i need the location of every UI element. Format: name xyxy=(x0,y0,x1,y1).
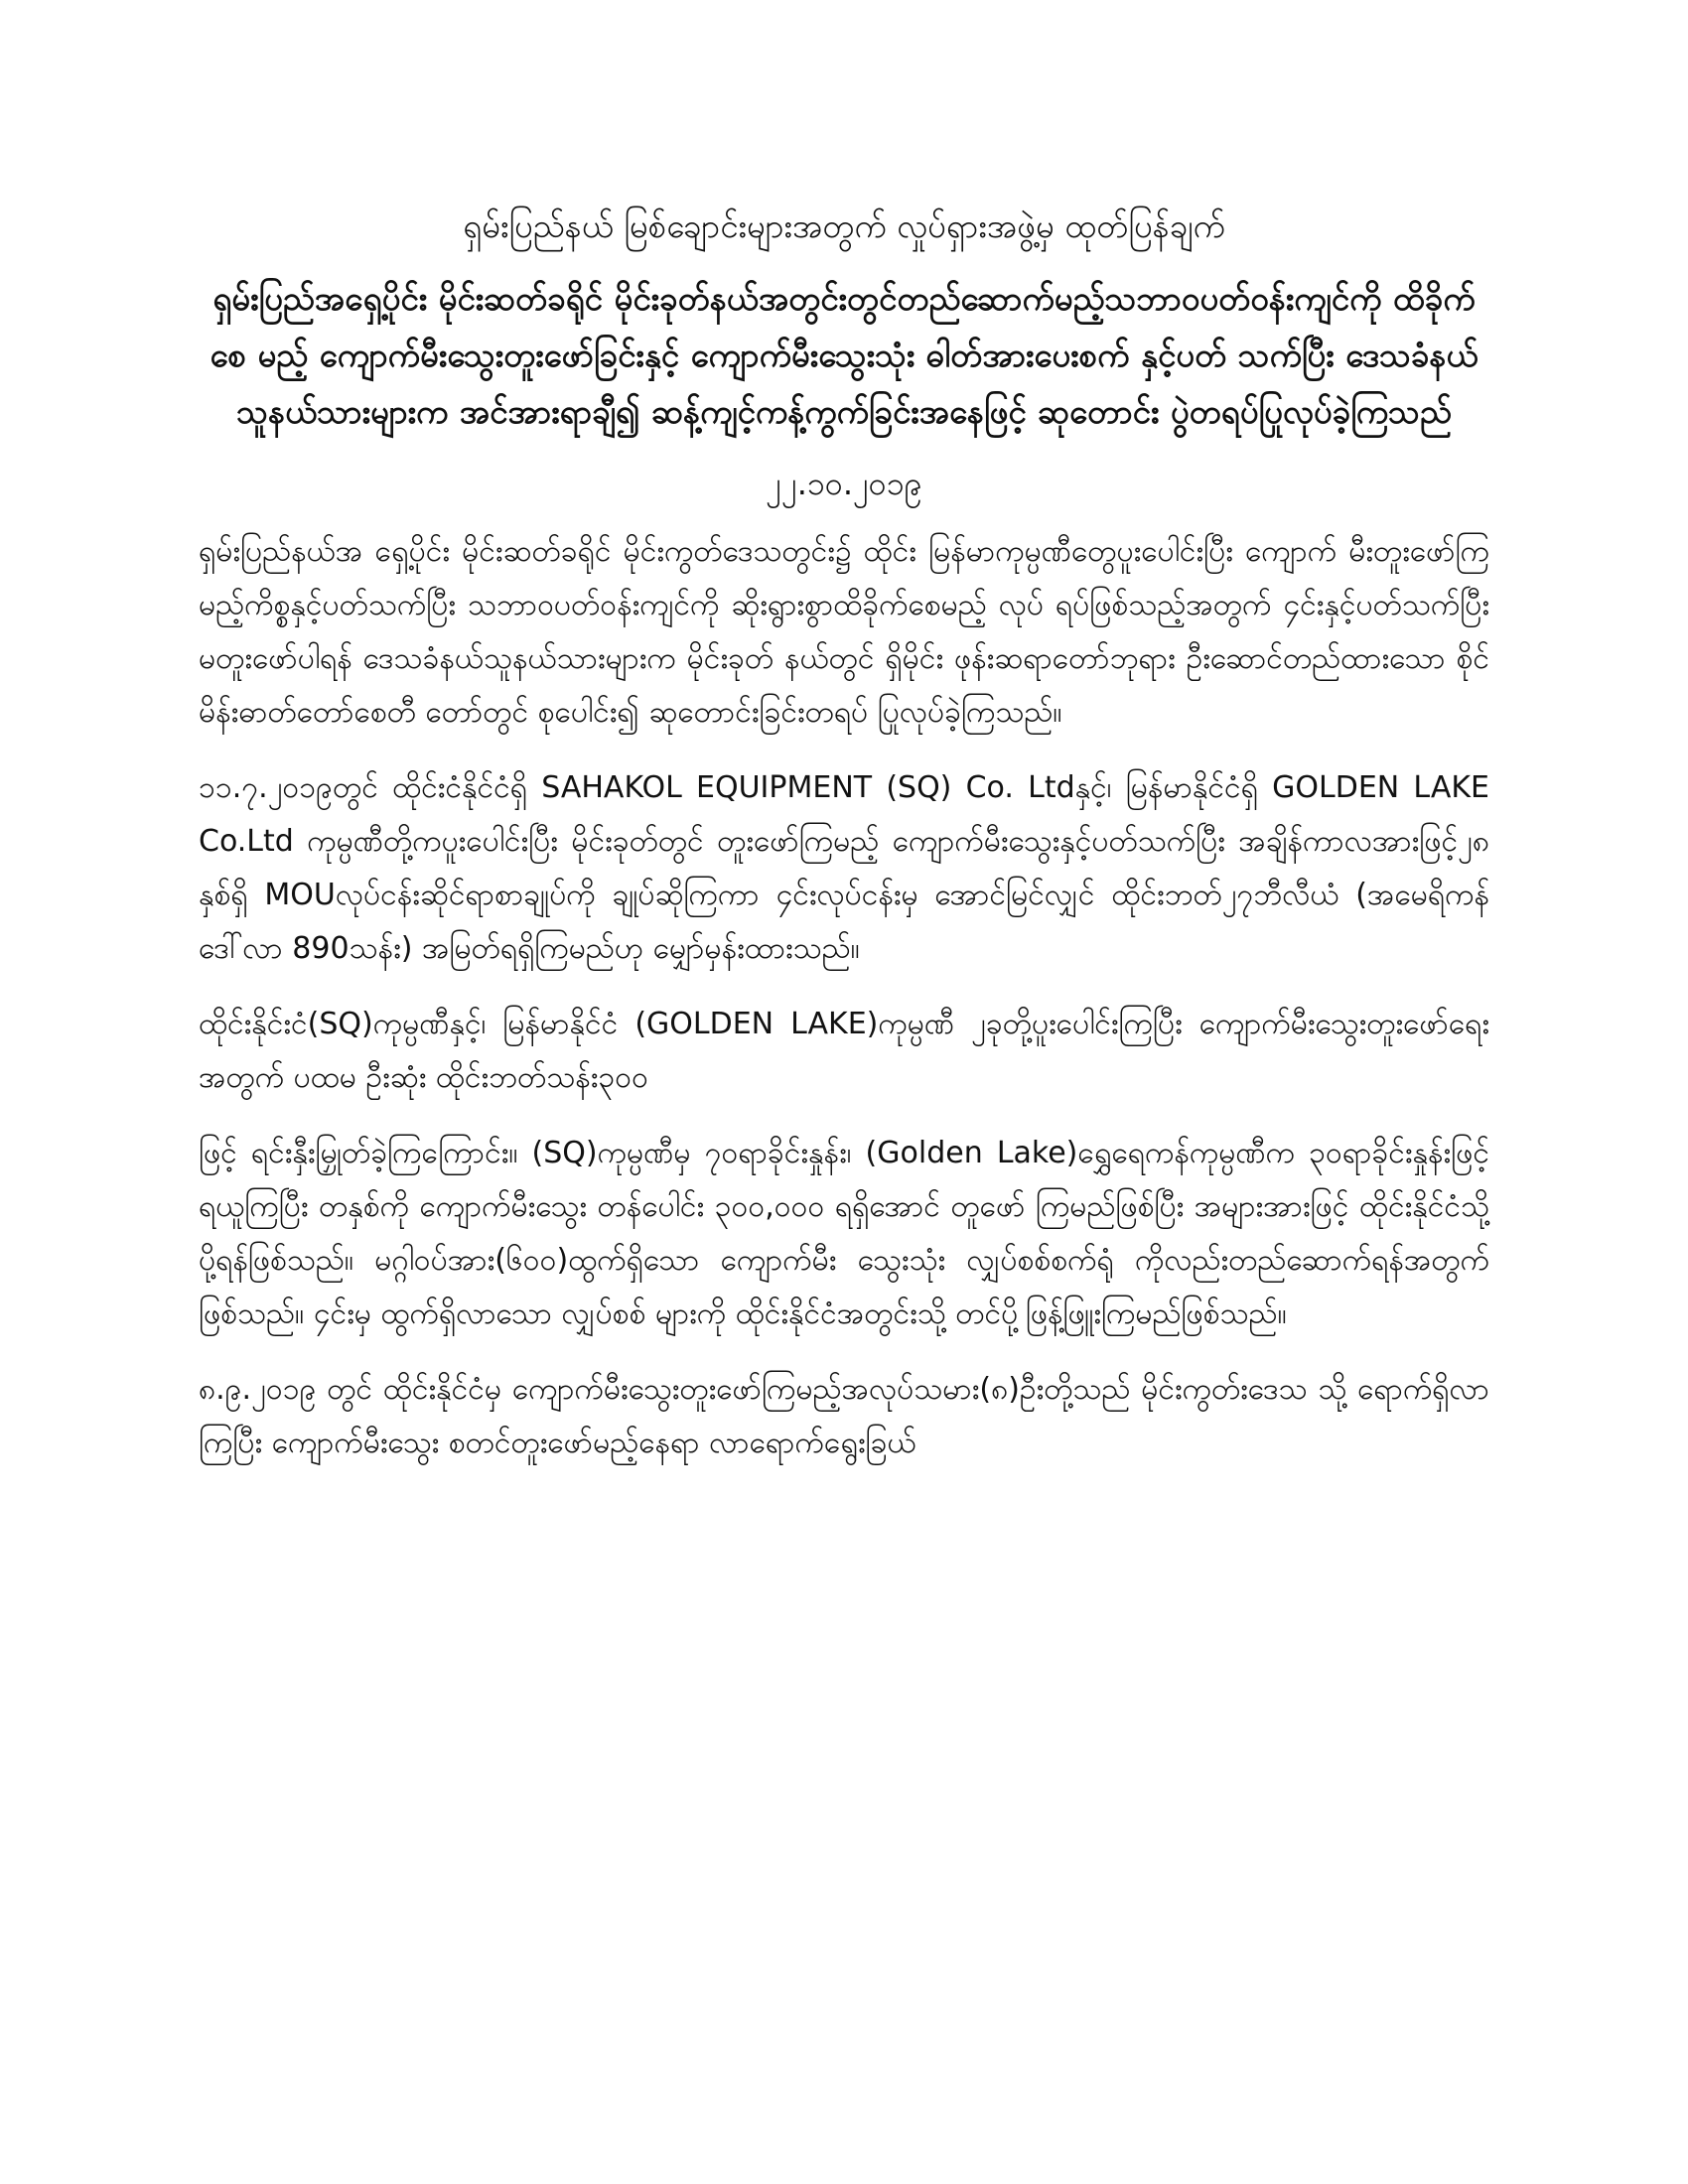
press-release-header: ရှမ်းပြည်နယ် မြစ်ချောင်းများအတွက် လှုပ်ရှားအဖွဲ့မှ ထုတ်ပြန်ချက် xyxy=(463,206,1225,245)
paragraph-1: ရှမ်းပြည်နယ်အ ရှေ့ပိုင်း မိုင်းဆတ်ခရိုင် မိုင်းကွတ်ဒေသတွင်း၌ ထိုင်း မြန်မာကုမ္ပဏီတွေပူးပေါင်းပြီး ကျောက် မီးတူးဖော်ကြမည့်ကိစ္စနှင့်ပတ်သက်ပြီး သဘာဝပတ်ဝန်းကျင်ကို ဆိုးရွားစွာထိခိုက်စေမည့် လုပ် ရပ်ဖြစ်သည့်အတွက် ၄င်းနှင့်ပတ်သက်ပြီး မတူးဖော်ပါရန် ဒေသခံနယ်သူနယ်သားများက မိုင်းခုတ် နယ်တွင် ရှိမိုင်း ဖုန်းဆရာတော်ဘုရား ဦးဆောင်တည်ထားသော စိုင်မိန်းဓာတ်တော်စေတီ တော်တွင် စုပေါင်း၍ ဆုတောင်းခြင်းတရပ် ပြုလုပ်ခဲ့ကြသည်။ xyxy=(199,534,1489,730)
paragraph-3: ထိုင်းနိုင်းငံ(SQ)ကုမ္ပဏီနှင့်၊ မြန်မာနိုင်ငံ (GOLDEN LAKE)ကုမ္ပဏီ ၂ခုတို့ပူးပေါင်းကြပြီး ကျောက်မီးသွေးတူးဖော်ရေးအတွက် ပထမ ဦးဆုံး ထိုင်းဘတ်သန်း၃၀၀ xyxy=(199,1007,1489,1095)
headline: ရှမ်းပြည်အရှေ့ပိုင်း မိုင်းဆတ်ခရိုင် မိုင်းခုတ်နယ်အတွင်းတွင်တည်ဆောက်မည့်သဘာဝပတ်ဝန်းကျင်ကို ထိခိုက် စေ မည့် ကျောက်မီးသွေးတူးဖော်ခြင်းနှင့် ကျောက်မီးသွေးသုံး ဓါတ်အားပေးစက် နှင့်ပတ် သက်ပြီး ဒေသခံနယ် သူနယ်သားများက အင်အားရာချီ၍ ဆန့်ကျင့်ကန့်ကွက်ခြင်းအနေဖြင့် ဆုတောင်း ပွဲတရပ်ပြုလုပ်ခဲ့ကြသည် xyxy=(210,279,1478,431)
release-date: ၂၂.၁၀.၂၀၁၉ xyxy=(766,465,922,502)
paragraph-2: ၁၁.၇.၂၀၁၉တွင် ထိုင်းငံနိုင်ငံရှိ SAHAKOL EQUIPMENT (SQ) Co. Ltdနှင့်၊ မြန်မာနိုင်ငံရှိ GOLDEN LAKE Co.Ltd ကုမ္ပဏီတို့ကပူးပေါင်းပြီး မိုင်းခုတ်တွင် တူးဖော်ကြမည့် ကျောက်မီးသွေးနှင့်ပတ်သက်ပြီး အချိန်ကာလအားဖြင့်၂၈ နှစ်ရှိ MOUလုပ်ငန်းဆိုင်ရာစာချုပ်ကို ချုပ်ဆိုကြကာ ၄င်းလုပ်ငန်းမှ အောင်မြင်လျှင် ထိုင်းဘတ်၂၇ဘီလီယံ (အမေရိကန်ဒေါ်လာ 890သန်း) အမြတ်ရရှိကြမည်ဟု မျှော်မှန်းထားသည်။ xyxy=(199,770,1489,966)
paragraph-5: ၈.၉.၂၀၁၉ တွင် ထိုင်းနိုင်ငံမှ ကျောက်မီးသွေးတူးဖော်ကြမည့်အလုပ်သမား(၈)ဦးတို့သည် မိုင်းကွတ်းဒေသ သို့ ရောက်ရှိလာကြပြီး ကျောက်မီးသွေး စတင်တူးဖော်မည့်နေရာ လာရောက်ရွေးခြယ် xyxy=(199,1372,1489,1460)
paragraph-4: ဖြင့် ရင်းနှီးမြှုတ်ခဲ့ကြကြောင်း။ (SQ)ကုမ္ပဏီမှ ၇၀ရာခိုင်းနှုန်း၊ (Golden Lake)ရွှေရေကန်ကုမ္ပဏီက ၃၀ရာခိုင်းနှုန်းဖြင့် ရယူကြပြီး တနှစ်ကို ကျောက်မီးသွေး တန်ပေါင်း ၃၀၀,၀၀၀ ရရှိအောင် တူဖော် ကြမည်ဖြစ်ပြီး အများအားဖြင့် ထိုင်းနိုင်ငံသို့ ပို့ရန်ဖြစ်သည်။ မဂ္ဂါဝပ်အား(၆၀၀)ထွက်ရှိသော ကျောက်မီး သွေးသုံး လျှပ်စစ်စက်ရုံ ကိုလည်းတည်ဆောက်ရန်အတွက်ဖြစ်သည်။ ၄င်းမှ ထွက်ရှိလာသော လျှပ်စစ် များကို ထိုင်းနိုင်ငံအတွင်းသို့ တင်ပို့ဖြန့်ဖြူးကြမည်ဖြစ်သည်။ xyxy=(199,1136,1489,1331)
